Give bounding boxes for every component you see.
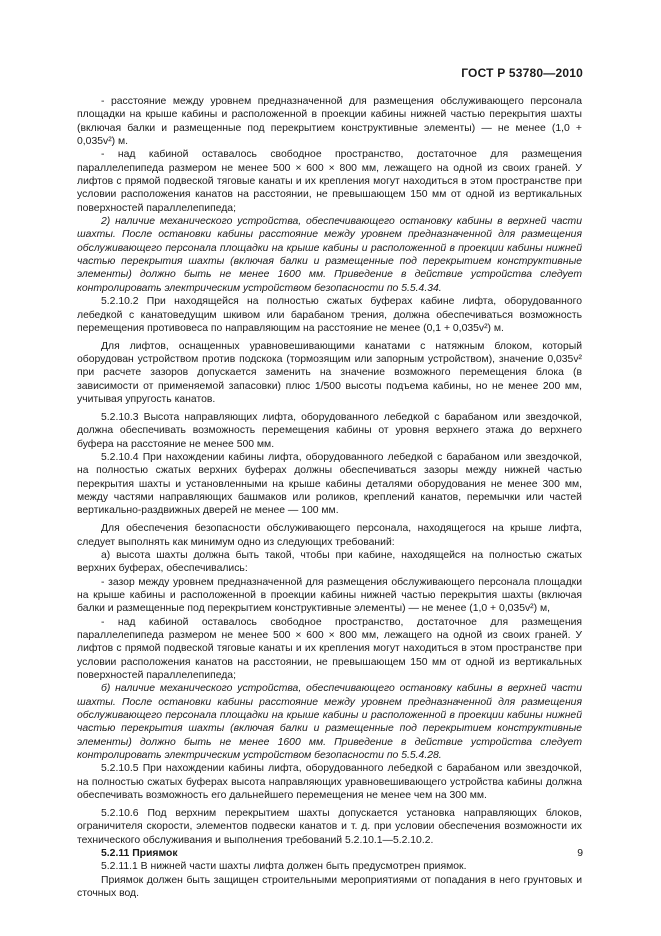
- paragraph: 5.2.10.5 При нахождении кабины лифта, оборудованного лебедкой с барабаном или звездочкой, на полностью сжатых буферах высота направляющих уравновешивающего устройства кабины должна обеспечивать возможность его дальнейшего перемещения не менее чем на 300 мм.: [77, 763, 582, 802]
- paragraph: - расстояние между уровнем предназначенной для размещения обслуживающего персонала площадки на крыше кабины и расположенной в проекции кабины нижней частью перекрытия шахты (включая балки и размещенные под перекрытием конструктивные элементы) — не менее (1,0 + 0,035v²) м.: [77, 96, 582, 148]
- paragraph-italic: 2) наличие механического устройства, обеспечивающего остановку кабины в верхней части шахты. После остановки кабины расстояние между уровнем предназначенной для размещения обслуживающего персонала площадки на крыше кабины и расположенной в проекции кабины нижней частью перекрытия шахты (включая балки и размещенные под перекрытием конструктивные элементы) должно быть не менее 1600 мм. Приведение в действие устройства следует контролировать электрическим устройством безопасности по 5.5.4.34.: [77, 216, 582, 294]
- paragraph: - зазор между уровнем предназначенной для размещения обслуживающего персонала площадки на крыше кабины и расположенной в проекции кабины нижней частью перекрытия шахты (включая балки и размещенные под перекрытием конструктивные элементы) — не менее (1,0 + 0,035v²) м,: [77, 576, 582, 615]
- paragraph: 5.2.10.3 Высота направляющих лифта, оборудованного лебедкой с барабаном или звездочкой, должна обеспечивать возможность перемещения кабины от уровня верхнего этажа до верхнего буфера на расстояние не менее 500 мм.: [77, 411, 582, 450]
- paragraph: 5.2.10.4 При нахождении кабины лифта, оборудованного лебедкой с барабаном или звездочкой, на полностью сжатых верхних буферах должны обеспечиваться зазоры между нижней частью перекрытия шахты и установленными на крыше кабины деталями оборудования не менее 300 мм, между частями направляющих башмаков или роликов, креплений канатов, перемычки или частей вертикально-раздвижных дверей не менее — 100 мм.: [77, 451, 582, 517]
- standard-header: ГОСТ Р 53780—2010: [461, 66, 583, 80]
- paragraph: Для обеспечения безопасности обслуживающего персонала, находящегося на крыше лифта, следует выполнять как минимум одно из следующих требований:: [77, 523, 582, 548]
- paragraph: Для лифтов, оснащенных уравновешивающими канатами с натяжным блоком, который оборудован устройством против подскока (тормозящим или запорным устройством), значение 0,035v² при расчете зазоров допускается заменить на значение возможного перемещения блока (в зависимости от применяемой запасовки) плюс 1/500 высоты подъема кабины, но не менее 200 мм, учитывая упругость канатов.: [77, 340, 582, 406]
- paragraph: 5.2.11.1 В нижней части шахты лифта должен быть предусмотрен приямок.: [101, 861, 467, 873]
- paragraph: Приямок должен быть защищен строительными мероприятиями от попадания в него грунтовых и сточных вод.: [77, 874, 582, 899]
- page-number: 9: [577, 848, 583, 859]
- paragraph: 5.2.10.2 При находящейся на полностью сжатых буферах кабине лифта, оборудованного лебедкой с канатоведущим шкивом или барабаном трения, должна обеспечиваться возможность перемещения противовеса по направляющим на расстояние не менее (0,1 + 0,035v²) м.: [77, 296, 582, 334]
- paragraph-italic: б) наличие механического устройства, обеспечивающего остановку кабины в верхней части шахты. После остановки кабины расстояние между уровнем предназначенной для размещения обслуживающего персонала площадки на крыше кабины и расположенной в проекции кабины нижней частью перекрытия шахты (включая балки и размещенные под перекрытием конструктивные элементы) должно быть не менее 1600 мм. Приведение в действие устройства следует контролировать электрическим устройством безопасности по 5.5.4.28.: [77, 683, 582, 761]
- paragraph: - над кабиной оставалось свободное пространство, достаточное для размещения параллелепипеда размером не менее 500 × 600 × 800 мм, лежащего на одной из своих граней. У лифтов с прямой подвеской тяговые канаты и их крепления могут находиться в этом пространстве при условии расположения канатов на расстоянии, не превышающем 150 мм от одной из вертикальных поверхностей параллелепипеда;: [77, 149, 582, 214]
- document-body: [77, 95, 582, 900]
- section-heading: 5.2.11 Приямок: [101, 847, 178, 859]
- paragraph: 5.2.10.6 Под верхним перекрытием шахты допускается установка направляющих блоков, ограничителя скорости, элементов подвески канатов и т. д. при условии обеспечения возможности их технического обслуживания и выполнения требований 5.2.10.1—5.2.10.2.: [77, 807, 582, 846]
- paragraph: а) высота шахты должна быть такой, чтобы при кабине, находящейся на полностью сжатых верхних буферах, обеспечивались:: [77, 549, 582, 575]
- paragraph: - над кабиной оставалось свободное пространство, достаточное для размещения параллелепипеда размером не менее 500 × 600 × 800 мм, лежащего на одной из своих граней. У лифтов с прямой подвеской тяговые канаты и их крепления могут находиться в этом пространстве при условии расположения канатов на расстоянии, не превышающем 150 мм от одной из вертикальных поверхностей параллелепипеда;: [77, 616, 582, 681]
